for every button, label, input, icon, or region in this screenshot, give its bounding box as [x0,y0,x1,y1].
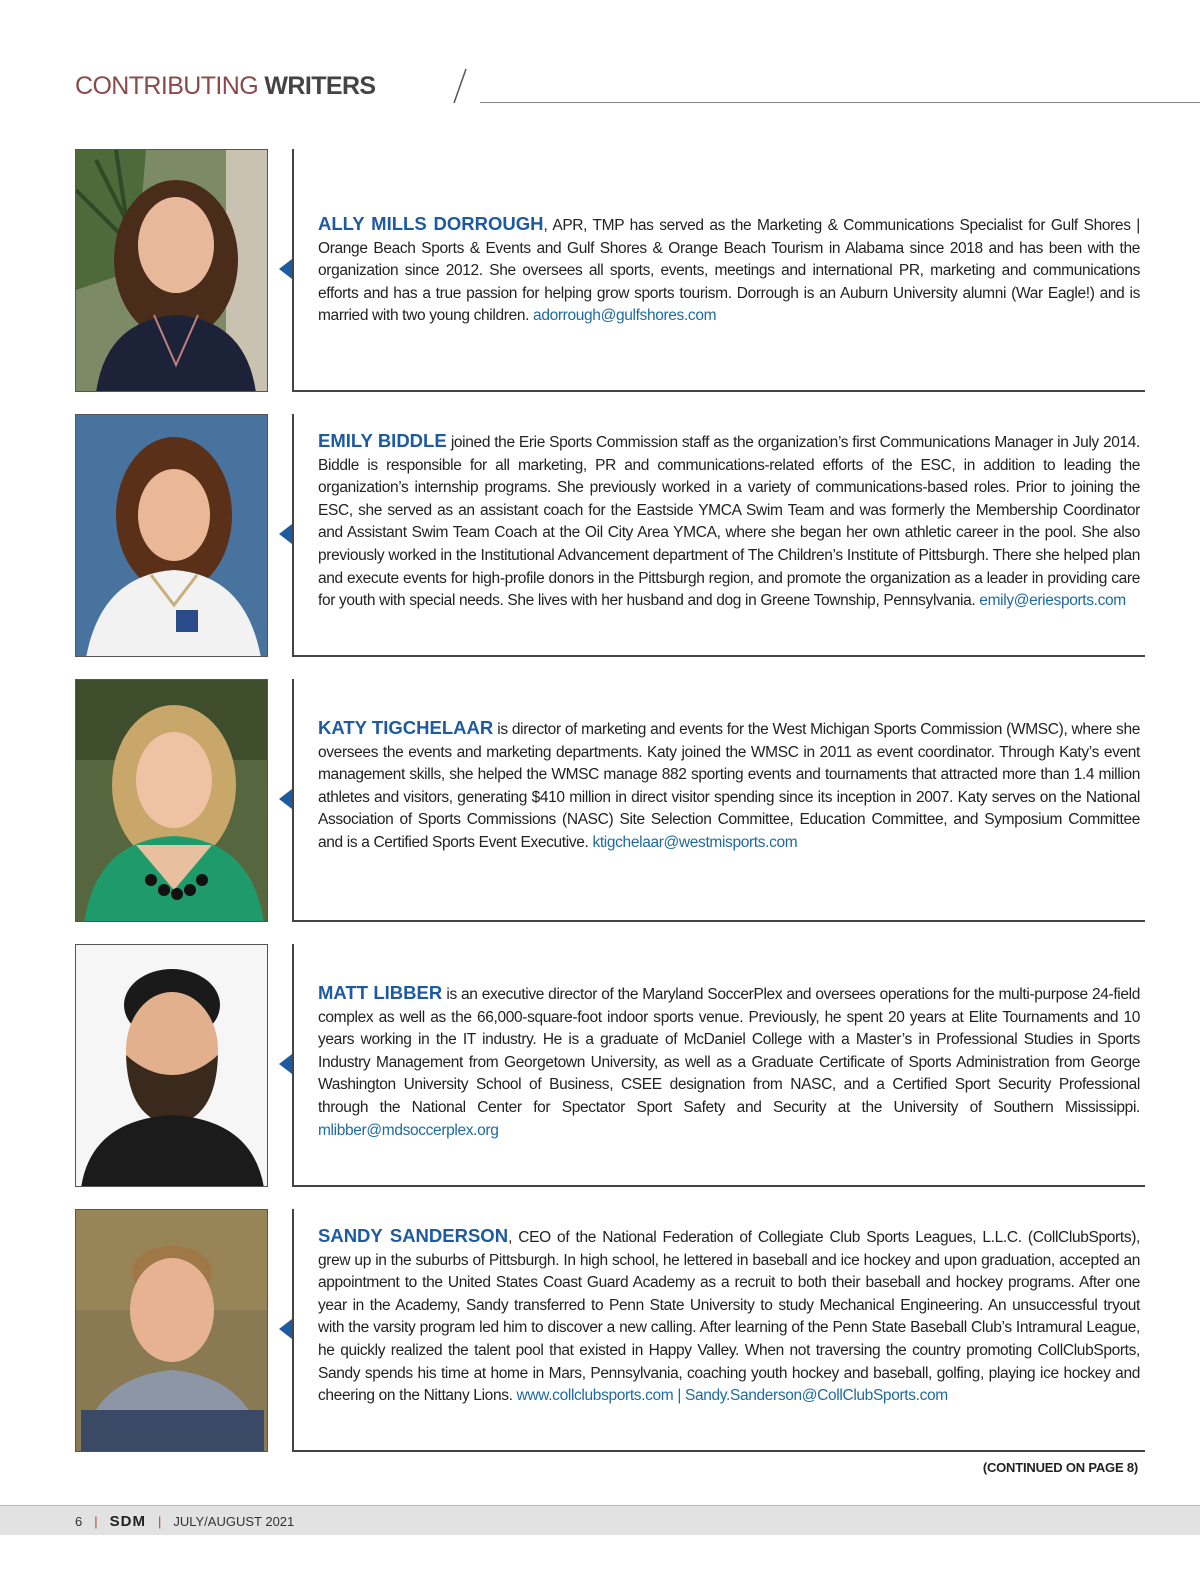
writer-email-link[interactable]: www.collclubsports.com | Sandy.Sanderson@CollClubSports.com [516,1387,948,1405]
writer-entry [75,1209,1145,1452]
frame-vertical-rule [292,149,294,392]
writer-bio-text: is an executive director of the Maryland SoccerPlex and oversees operations for the multi-purpose 24-field complex as well as the 66,000-square-foot indoor sports venue. Previously, he spent 20 years at Elite Tournaments and 10 years working in the IT industry. He is a graduate of McDaniel College with a Master’s in Professional Studies in Sports Industry Management from Georgetown University, as well as a Graduate Certificate of Sports Administration from George Washington University School of Business, CSEE designation from NASC, and a Certified Sport Security Professional through the National Center for Spectator Sport Safety and Security at the University of Southern Mississippi. [318,986,1141,1116]
writer-bio-text: joined the Erie Sports Commission staff as the organization’s first Communications Manager in July 2014. Biddle is responsible for all marketing, PR and communications-related efforts of the ESC, in addition to leading the organization’s internship programs. She previously worked in a variety of communications-based roles. Prior to joining the ESC, she served as an assistant coach for the Eastside YMCA Swim Team and was formerly the Membership Coordinator and Assistant Swim Team Coach at the Oil City Area YMCA, where she began her own athletic career in the pool. She also previously worked in the Institutional Advancement department of The Children’s Institute of Pittsburgh. There she helped plan and execute events for high-profile donors in the Pittsburgh region, and promote the organization as a leader in providing care for youth with special needs. She lives with her husband and dog in Greene Township, Pennsylvania. [318,434,1141,610]
footer-separator: | [157,1514,162,1529]
writer-bio-text: , CEO of the National Federation of Collegiate Club Sports Leagues, L.L.C. (CollClubSports), grew up in the suburbs of Pittsburgh. In high school, he lettered in baseball and ice hockey and upon graduation, accepted an appointment to the United States Coast Guard Academy as a recruit to both their baseball and hockey programs. After one year in the Academy, Sandy transferred to Penn State University to study Mechanical Engineering. An unsuccessful tryout with the varsity program led him to discover a new calling. After learning of the Penn State Baseball Club’s Intramural League, he quickly realized the talent pool that existed in Happy Valley. When not traversing the country promoting CollClubSports, Sandy spends his time at home in Mars, Pennsylvania, coaching youth hockey and baseball, golfing, playing ice hockey and cheering on the Nittany Lions. [318,1229,1140,1405]
writer-name: SANDY SANDERSON [318,1225,509,1246]
frame-horizontal-rule [292,920,1145,922]
magazine-logo: SDM [109,1513,146,1530]
writer-photo [75,1209,268,1452]
writer-entry [75,944,1145,1187]
writer-name: ALLY MILLS DORROUGH [318,213,544,234]
header-slash-divider [450,68,470,104]
frame-horizontal-rule [292,655,1145,657]
writer-entry [75,679,1145,922]
section-title [75,72,376,101]
writer-photo [75,944,268,1187]
continued-note: (CONTINUED ON PAGE 8) [982,1460,1138,1475]
pointer-marker [279,789,292,809]
frame-horizontal-rule [292,390,1145,392]
writer-email-link[interactable]: mlibber@mdsoccerplex.org [318,1121,499,1139]
writer-photo [75,149,268,392]
writer-name: MATT LIBBER [318,982,443,1003]
frame-vertical-rule [292,1209,294,1452]
page-footer [0,1505,1200,1535]
writer-bio [318,213,1140,328]
issue-date: JULY/AUGUST 2021 [173,1514,295,1529]
frame-horizontal-rule [292,1185,1145,1187]
footer-separator: | [94,1514,98,1529]
writer-bio-text: , APR, TMP has served as the Marketing & Communications Specialist for Gulf Shores | Orange Beach Sports & Events and Gulf Shores & Orange Beach Tourism in Alabama since 2018 and has been with the organization since 2012. She oversees all sports, events, meetings and international PR, marketing and communications efforts and has a true passion for helping grow sports tourism. Dorrough is an Auburn University alumni (War Eagle!) and is married with two young children. [318,217,1140,325]
pointer-marker [279,259,292,279]
writer-bio [318,430,1140,613]
writer-entry [75,149,1145,392]
frame-horizontal-rule [292,1450,1145,1452]
header-rule [480,102,1200,103]
writer-email-link[interactable]: adorrough@gulfshores.com [533,307,717,325]
pointer-marker [279,1319,292,1339]
writer-bio [318,717,1140,855]
writer-bio [318,982,1140,1142]
writer-name: EMILY BIDDLE [318,430,447,451]
section-title-bold: WRITERS [264,72,376,100]
frame-vertical-rule [292,679,294,922]
pointer-marker [279,1054,292,1074]
writer-name: KATY TIGCHELAAR [318,717,494,738]
footer-line [75,1513,294,1530]
pointer-marker [279,524,292,544]
writer-entry [75,414,1145,657]
section-title-light: CONTRIBUTING [75,72,265,100]
writer-email-link[interactable]: ktigchelaar@westmisports.com [592,833,798,851]
writer-bio [318,1225,1140,1408]
frame-vertical-rule [292,414,294,657]
writer-email-link[interactable]: emily@eriesports.com [979,592,1126,610]
writer-photo [75,414,268,657]
section-header [75,68,1145,108]
writer-photo [75,679,268,922]
page-number: 6 [75,1514,83,1529]
writer-bio-text: is director of marketing and events for the West Michigan Sports Commission (WMSC), where she oversees the events and marketing departments. Katy joined the WMSC in 2011 as event coordinator. Through Katy’s event management skills, she helped the WMSC manage 882 sporting events and tournaments that attracted more than 1.4 million athletes and visitors, generating $410 million in direct visitor spending since its inception in 2007. Katy serves on the National Association of Sports Commissions (NASC) Site Selection Committee, Education Committee, and Symposium Committee and is a Certified Sports Event Executive. [318,721,1140,851]
frame-vertical-rule [292,944,294,1187]
